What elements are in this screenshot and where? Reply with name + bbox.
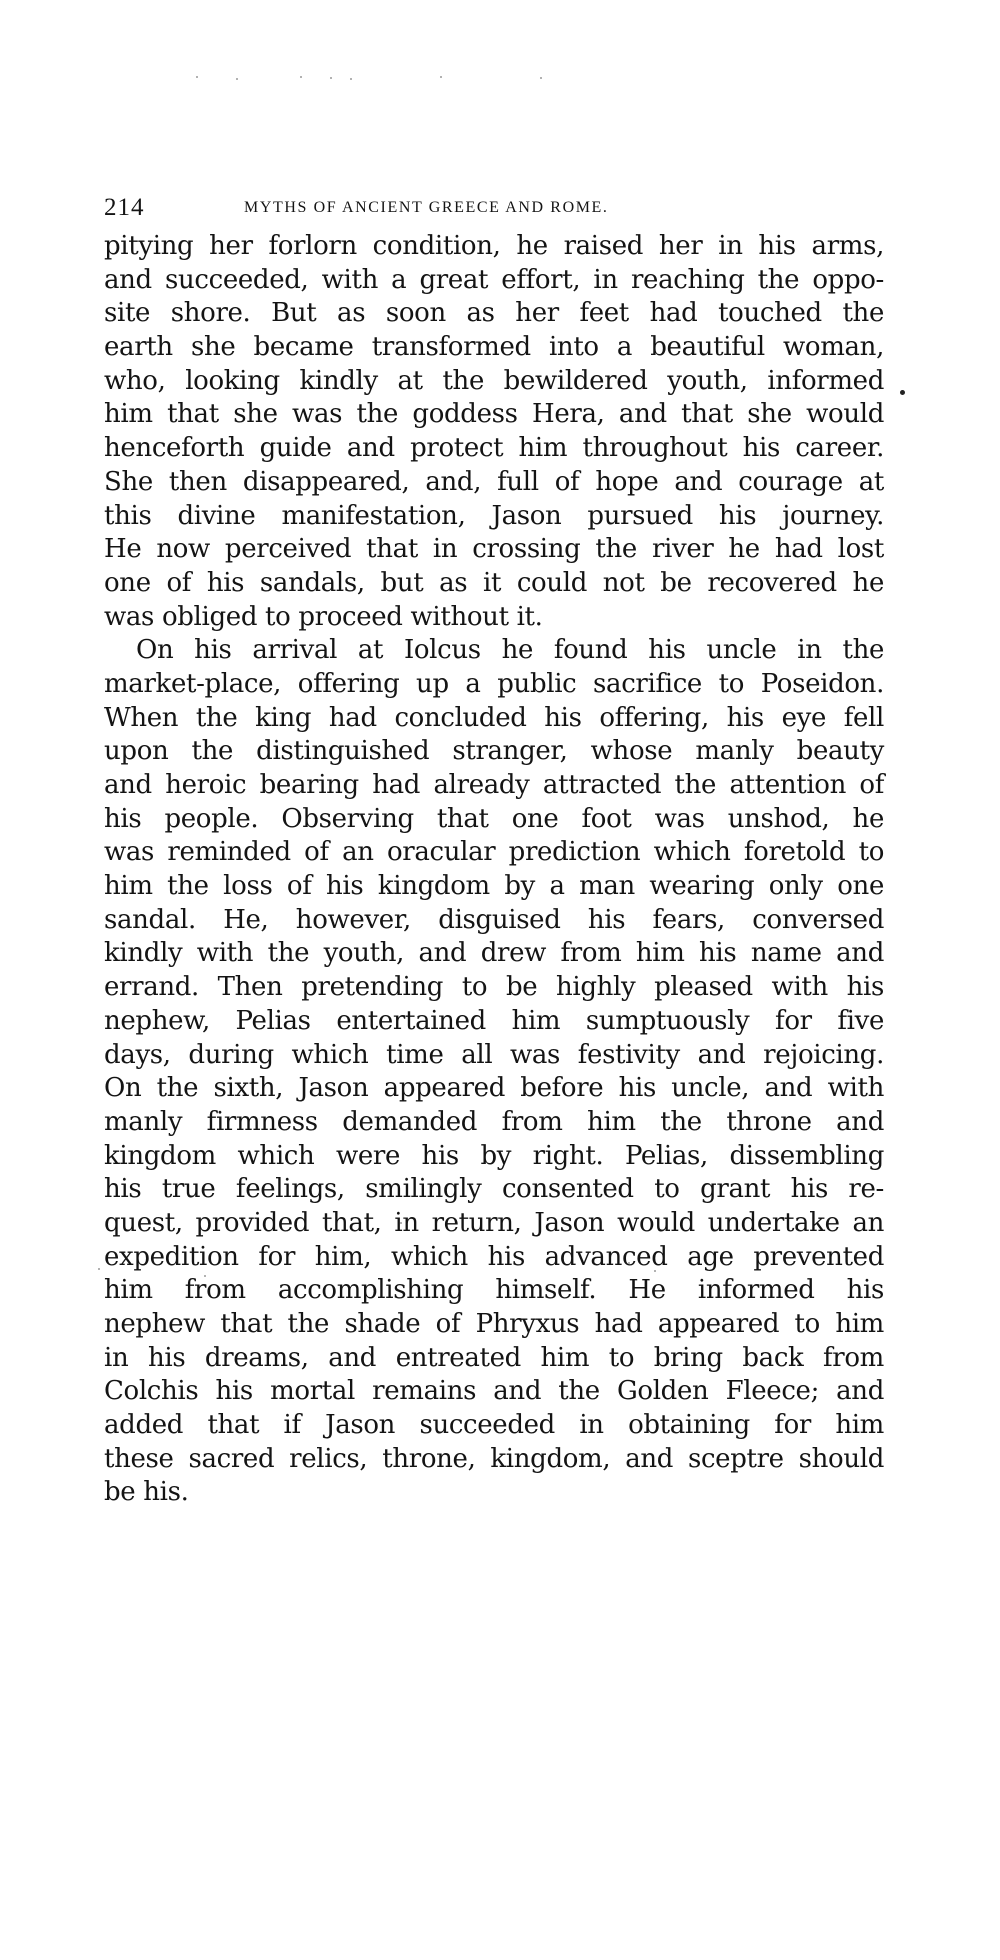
text-line: who, looking kindly at the bewildered youth, informed xyxy=(104,365,884,396)
running-title: MYTHS OF ANCIENT GREECE AND ROME. xyxy=(244,199,609,216)
text-line: added that if Jason succeeded in obtaining for him xyxy=(104,1410,884,1441)
text-line: kingdom which were his by right. Pelias, dissembling xyxy=(104,1140,884,1171)
text-line: be his. xyxy=(104,1477,189,1508)
text-line: this divine manifestation, Jason pursued his journey. xyxy=(104,500,884,531)
text-line: in his dreams, and entreated him to bring back from xyxy=(104,1342,884,1373)
scan-speck xyxy=(98,1268,100,1270)
text-line: and heroic bearing had already attracted the attention of xyxy=(104,770,884,800)
text-line: and succeeded, with a great effort, in reaching the oppo- xyxy=(104,264,884,295)
text-line: him from accomplishing himself. He informed his xyxy=(104,1275,884,1306)
text-line: was reminded of an oracular prediction which foretold to xyxy=(104,837,884,868)
text-line: earth she became transformed into a beautiful woman, xyxy=(104,332,884,363)
text-line: errand. Then pretending to be highly pleased with his xyxy=(104,972,884,1003)
text-line: When the king had concluded his offering, his eye fell xyxy=(104,702,884,733)
text-line: him that she was the goddess Hera, and that she would xyxy=(104,399,884,430)
text-line: henceforth guide and protect him throughout his career. xyxy=(104,433,884,464)
text-line: one of his sandals, but as it could not be recovered he xyxy=(104,567,884,598)
text-line: was obliged to proceed without it. xyxy=(104,601,543,632)
margin-mark xyxy=(900,390,905,395)
text-line: him the loss of his kingdom by a man wearing only one xyxy=(104,871,884,902)
body-text xyxy=(104,230,884,1510)
text-line: his people. Observing that one foot was unshod, he xyxy=(104,803,884,834)
text-line: pitying her forlorn condition, he raised her in his arms, xyxy=(104,231,884,261)
text-line: upon the distinguished stranger, whose manly beauty xyxy=(104,736,884,767)
text-line: these sacred relics, throne, kingdom, and sceptre should xyxy=(104,1443,884,1474)
text-line: his true feelings, smilingly consented to grant his re- xyxy=(104,1174,884,1205)
running-header xyxy=(104,194,884,224)
text-line: kindly with the youth, and drew from him his name and xyxy=(104,938,884,969)
text-line: quest, provided that, in return, Jason would undertake an xyxy=(104,1207,884,1238)
scan-speck xyxy=(196,76,198,78)
text-line: On the sixth, Jason appeared before his uncle, and with xyxy=(104,1073,884,1104)
text-line: She then disappeared, and, full of hope and courage at xyxy=(104,466,884,497)
text-line: Colchis his mortal remains and the Golden Fleece; and xyxy=(104,1376,884,1407)
scan-speck xyxy=(330,77,332,79)
page-number: 214 xyxy=(104,194,145,221)
text-line: sandal. He, however, disguised his fears, conversed xyxy=(104,904,884,935)
text-line: manly firmness demanded from him the throne and xyxy=(104,1106,884,1137)
scan-speck xyxy=(440,76,442,78)
text-line: days, during which time all was festivity and rejoicing. xyxy=(104,1039,884,1070)
text-line: He now perceived that in crossing the river he had lost xyxy=(104,534,884,565)
text-line: expedition for him, which his advanced age prevented xyxy=(104,1241,884,1272)
text-line: site shore. But as soon as her feet had touched the xyxy=(104,298,884,329)
scan-speck xyxy=(300,76,302,78)
paragraph-start-line: On his arrival at Iolcus he found his uncle in the xyxy=(136,635,884,666)
text-line: market-place, offering up a public sacrifice to Poseidon. xyxy=(104,668,884,699)
text-line: nephew, Pelias entertained him sumptuously for five xyxy=(104,1005,884,1036)
scan-speck xyxy=(350,78,352,80)
text-line: nephew that the shade of Phryxus had appeared to him xyxy=(104,1309,884,1339)
scan-speck xyxy=(236,78,238,80)
scan-speck xyxy=(540,77,542,79)
